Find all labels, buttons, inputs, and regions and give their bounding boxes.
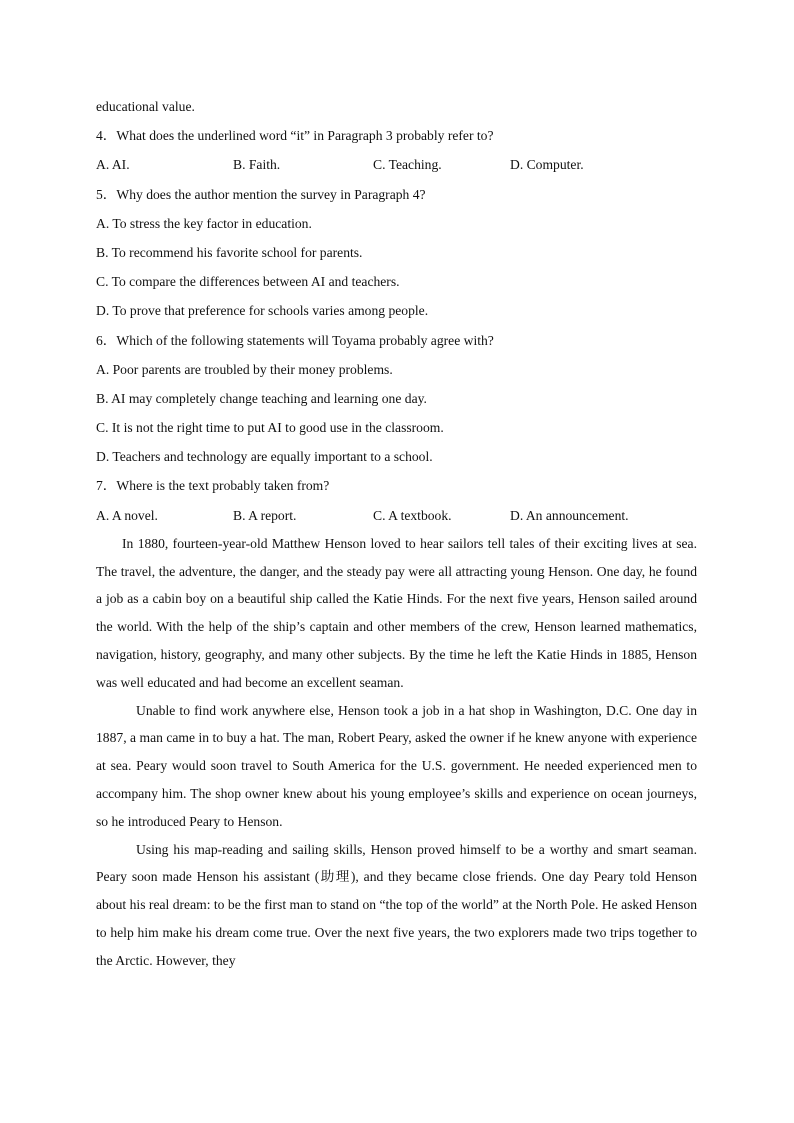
- question-stem: 5．Why does the author mention the survey in Paragraph 4?: [96, 186, 426, 202]
- option-b: B. A report.: [233, 507, 297, 523]
- question-stem: 7．Where is the text probably taken from?: [96, 478, 330, 494]
- option-b: B. Faith.: [233, 157, 281, 173]
- answer-options: [96, 150, 697, 179]
- option-d: D. An announcement.: [510, 507, 629, 523]
- question-stem: 6．Which of the following statements will Toyama probably agree with?: [96, 332, 494, 348]
- option-d: D. To prove that preference for schools varies among people.: [96, 303, 429, 319]
- option-a: A. To stress the key factor in education.: [96, 215, 312, 231]
- option-d: D. Teachers and technology are equally important to a school.: [96, 449, 433, 465]
- option-a: A. A novel.: [96, 507, 158, 523]
- option-b: B. AI may completely change teaching and learning one day.: [96, 390, 427, 406]
- option-a: A. AI.: [96, 157, 130, 173]
- option-d: D. Computer.: [510, 157, 584, 173]
- answer-options: [96, 501, 697, 530]
- option-a: A. Poor parents are troubled by their money problems.: [96, 361, 393, 377]
- passage-paragraph-2: Unable to find work anywhere else, Henson took a job in a hat shop in Washington, D.C. One day in 1887, a man came in to buy a hat. The man, Robert Peary, asked the owner if he knew anyone with experience at sea. Peary would soon travel to South America for the U.S. government. He needed experienced men to accompany him. The shop owner knew about his young employee’s skills and experience on ocean journeys, so he introduced Peary to Henson.: [96, 702, 697, 829]
- option-c: C. Teaching.: [373, 157, 442, 173]
- option-b: B. To recommend his favorite school for parents.: [96, 244, 363, 260]
- option-c: C. A textbook.: [373, 507, 452, 523]
- option-c: C. It is not the right time to put AI to good use in the classroom.: [96, 420, 444, 436]
- passage-paragraph-1: In 1880, fourteen-year-old Matthew Henson loved to hear sailors tell tales of their exciting lives at sea. The travel, the adventure, the danger, and the steady pay were all attracting young Henson. One day, he found a job as a cabin boy on a beautiful ship called the Katie Hinds. For the next five years, Henson sailed around the world. With the help of the ship’s captain and other members of the crew, Henson learned mathematics, navigation, history, geography, and many other subjects. By the time he left the Katie Hinds in 1885, Henson was well educated and had become an excellent seaman.: [96, 535, 697, 690]
- question-stem: 4．What does the underlined word “it” in Paragraph 3 probably refer to?: [96, 128, 494, 144]
- carryover-line: educational value.: [96, 99, 195, 114]
- option-c: C. To compare the differences between AI and teachers.: [96, 274, 400, 290]
- passage-paragraph-3: Using his map-reading and sailing skills, Henson proved himself to be a worthy and smart seaman. Peary soon made Henson his assistant (助理), and they became close friends. One day Peary told Henson about his real dream: to be the first man to stand on “the top of the world” at the North Pole. He asked Henson to help him make his dream come true. Over the next five years, the two explorers made two trips together to the Arctic. However, they: [96, 841, 697, 968]
- document-page: [96, 92, 697, 975]
